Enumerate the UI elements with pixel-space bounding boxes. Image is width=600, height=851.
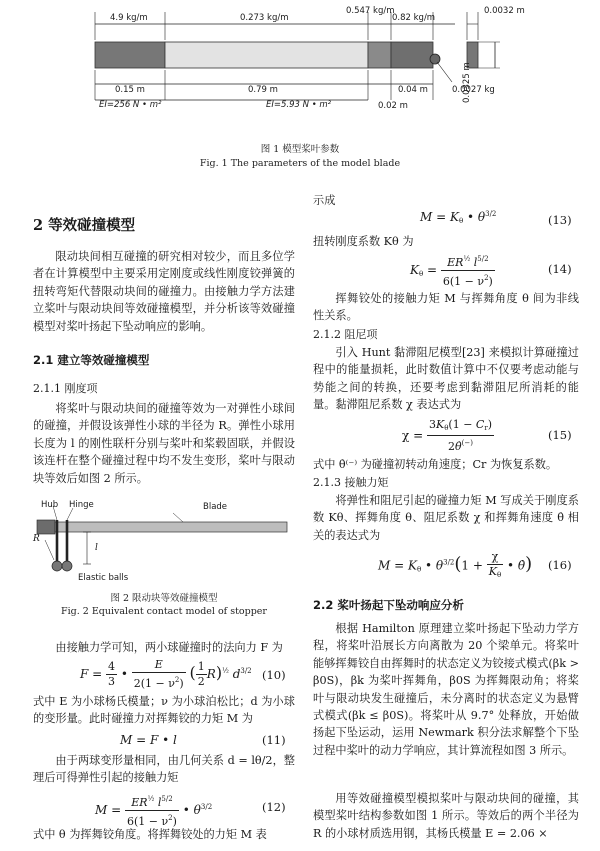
subsection-heading-2-2: 2.2 桨叶扬起下坠动响应分析 [313,598,464,612]
right-paragraph-3: 挥舞铰处的接触力矩 M 与挥舞角度 θ 间为非线性关系。 [313,292,579,323]
figure-1-caption-cn: 图 1 模型桨叶参数 [260,144,340,155]
right-paragraph-6: 将弹性和阻尼引起的碰撞力矩 M 写成关于刚度系数 Kθ、挥舞角度 θ、阻尼系数 χ 和挥舞角速度 θ̇ 相关的表达式为 [313,494,579,542]
blade-label: Blade [203,502,228,512]
hub-block [37,520,55,534]
blade-beam [55,522,287,532]
blade-segment-root [95,42,165,68]
equation-14: $K_\theta$ = $\frac{ER^{\frac{1}{2}} l^{5/2}}{6(1 - \nu^2)}$ [410,252,495,289]
length-l-label: l [95,543,98,553]
length-label-1: 0.15 m [115,85,145,95]
left-paragraph-5: 由于两球变形量相同，由几何关系 d = lθ/2，整理后可得弹性引起的接触力矩 [33,754,295,785]
equation-16-number: (16) [548,558,572,572]
hub-label: Hub [41,500,59,510]
height-label: 0.0325 m [462,62,472,103]
equation-11: M = F • l [120,733,177,747]
right-paragraph-2: 扭转刚度系数 Kθ 为 [313,235,414,248]
subsubsection-heading-2-1-1: 2.1.1 刚度项 [33,382,98,395]
length-label-3: 0.04 m [398,85,428,95]
length-label-2: 0.79 m [248,85,278,95]
left-paragraph-6: 式中 θ 为挥舞铰角度。将挥舞铰处的力矩 M 表 [33,828,267,841]
section-heading: 2 等效碰撞模型 [33,217,136,234]
equation-13: $M = K_\theta$ • $\theta^{3/2}$ [420,210,497,225]
mass-label-1: 4.9 kg/m [110,13,148,23]
left-paragraph-3: 由接触力学可知，两小球碰撞时的法向力 F 为 [55,641,283,654]
figure-1-caption-en: Fig. 1 The parameters of the model blade [199,158,401,169]
hinge-label: Hinge [69,500,94,510]
figure-2-diagram [33,500,295,592]
equation-15: χ = $\frac{3K_\theta(1 - C_r)}{2\thetȧ^{(-)}}$ [402,418,492,453]
ei-label-1: EI=256 N • m² [99,100,162,110]
equation-10: F = $\frac{4}{3}$ • $\frac{E}{2(1 - \nu^2)}$ ( $\frac{1}{2}$ R)$^{\frac{1}{2}}$ $d^{3/2}$ [80,658,252,690]
equation-11-number: (11) [262,733,286,747]
equation-13-number: (13) [548,213,572,227]
ei-label-2: EI=5.93 N • m² [266,100,332,110]
equation-12: M = $\frac{ER^{\frac{1}{2}} l^{5/2}}{6(1 - \nu^2)}$ • $\theta^{3/2}$ [95,792,212,829]
right-paragraph-4: 引入 Hunt 黏滞阻尼模型[23] 来模拟计算碰撞过程中的能量损耗，此时数值计算中不仅要考虑动能与势能之间的转换，还要考虑到黏滞阻尼所消耗的能量。黏滞阻尼系数 χ 表达式为 [313,346,579,412]
elastic-ball-right [62,561,72,571]
left-paragraph-1: 限动块间相互碰撞的研究相对较少，而且多位学者在计算模型中主要采用定刚度或线性刚度铰弹簧的扭转弯矩代替限动块间的碰撞力。由接触力学方法建立桨叶与限动块间等效碰撞模型，并分析该等效碰撞模型对桨叶扬起下坠动响应的影响。 [33,250,295,333]
blade-segment-main [165,42,368,68]
mass-label-3: 0.547 kg/m [346,6,395,16]
equation-16: $M = K_\theta$ • $\theta^{3/2}(1$ + $\frac{\chi}{K_\theta}$ • θ̇) [378,550,533,579]
length-label-4: 0.02 m [378,101,408,111]
right-paragraph-7: 根据 Hamilton 原理建立桨叶扬起下坠动力学方程，将桨叶沿展长方向离散为 20 个梁单元。将桨叶能够挥舞铰自由挥舞时的状态定义为铰接式模式(βk > β0S)，βk 为桨叶挥舞角，β0S 为挥舞限动角；将桨叶与限动块发生碰撞后，未分离时的状态定义为悬臂式模式(βk ≤ β0S)。将桨叶从 9.7° 处释放，开始做扬起下坠运动，运用 Newmark 积分法求解整个下坠过程中桨叶的动力学响应，其计算流程如图 3 所示。 [313,622,579,757]
right-paragraph-1: 示成 [313,194,336,207]
subsubsection-heading-2-1-2: 2.1.2 阻尼项 [313,328,378,341]
left-paragraph-4: 式中 E 为小球杨氏模量；ν 为小球泊松比；d 为小球的变形量。此时碰撞力对挥舞铰的力矩 M 为 [33,695,295,726]
mass-label-2: 0.273 kg/m [240,13,289,23]
point-mass-label: 0.0027 kg [452,85,495,95]
equation-15-number: (15) [548,428,572,442]
equation-14-number: (14) [548,262,572,276]
blade-segment-4 [391,42,433,68]
left-paragraph-2: 将桨叶与限动块间的碰撞等效为一对弹性小球间的碰撞，并假设该弹性小球的半径为 R。弹性小球用长度为 l 的刚性联杆分别与桨叶和桨毂固联，并假设该连杆在整个碰撞过程中均不发生变形，桨叶与限动块等效后如图 2 所示。 [33,402,295,485]
right-paragraph-5: 式中 θ̇⁽⁻⁾ 为碰撞初转动角速度；Cr 为恢复系数。 [313,458,558,471]
figure-2-caption-en: Fig. 2 Equivalent contact model of stopper [61,606,267,617]
figure-2-caption-cn: 图 2 限动块等效碰撞模型 [110,593,218,604]
tip-mass [430,54,440,64]
elastic-ball-left [52,561,62,571]
radius-label: R [33,534,40,544]
equation-12-number: (12) [262,800,286,814]
subsubsection-heading-2-1-3: 2.1.3 接触力矩 [313,476,389,489]
mass-label-5: 0.0032 m [484,6,525,16]
equation-10-number: (10) [262,668,286,682]
subsection-heading-2-1: 2.1 建立等效碰撞模型 [33,353,150,367]
right-paragraph-8: 用等效碰撞模型模拟桨叶与限动块间的碰撞，其模型桨叶结构参数如图 1 所示。等效后的两个半径为 R 的小球材质选用钢，其杨氏模量 E = 2.06 × [313,792,579,840]
mass-label-4: 0.82 kg/m [392,13,436,23]
elastic-balls-label: Elastic balls [78,573,129,583]
blade-segment-3 [368,42,391,68]
